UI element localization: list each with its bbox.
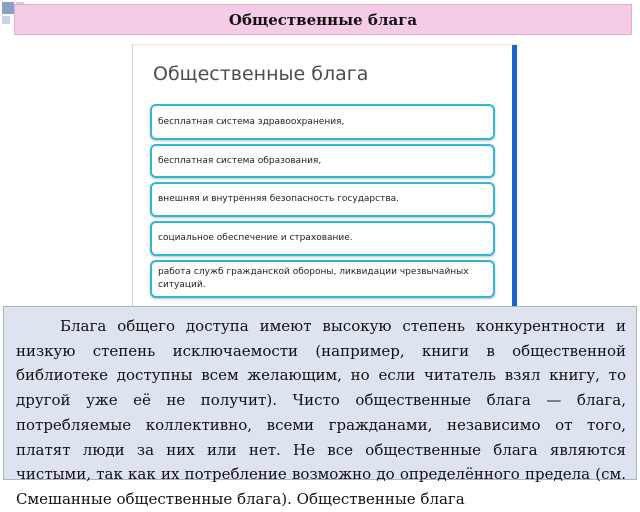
body-text-box <box>3 306 637 508</box>
slide-item-text: бесплатная система здравоохранения, <box>158 116 345 127</box>
slide-item-text: внешняя и внутренняя безопасность государства. <box>158 194 400 204</box>
slide-item-text: работа служб гражданской обороны, ликвидации чрезвычайных ситуаций. <box>158 267 469 290</box>
slide-item <box>150 104 495 140</box>
slide-title: Общественные блага <box>153 63 369 85</box>
slide-item <box>150 221 495 256</box>
slide-accent-stripe <box>512 45 517 306</box>
slide-item <box>150 144 495 178</box>
slide-item-text: бесплатная система образования, <box>158 155 322 166</box>
slide-item <box>150 182 495 217</box>
slide-image <box>132 44 517 306</box>
title-bar <box>14 4 632 35</box>
slide-item <box>150 260 495 298</box>
slide-item-text: социальное обеспечение и страхование. <box>158 233 353 243</box>
page-title: Общественные блага <box>228 10 418 29</box>
body-paragraph: Блага общего доступа имеют высокую степень конкурентности и низкую степень исключаемости (например, книги в общественной библиотеке доступны всем желающим, но если читатель взял книгу, то другой уже её не получит). Чисто общественные блага — блага, потребляемые коллективно, всеми гражданами, независимо от того, платят люди за них или нет. Не все общественные блага являются чистыми, так как их потребление возможно до определённого предела (см. Смешанные общественные блага). Общественные блага <box>16 317 626 508</box>
